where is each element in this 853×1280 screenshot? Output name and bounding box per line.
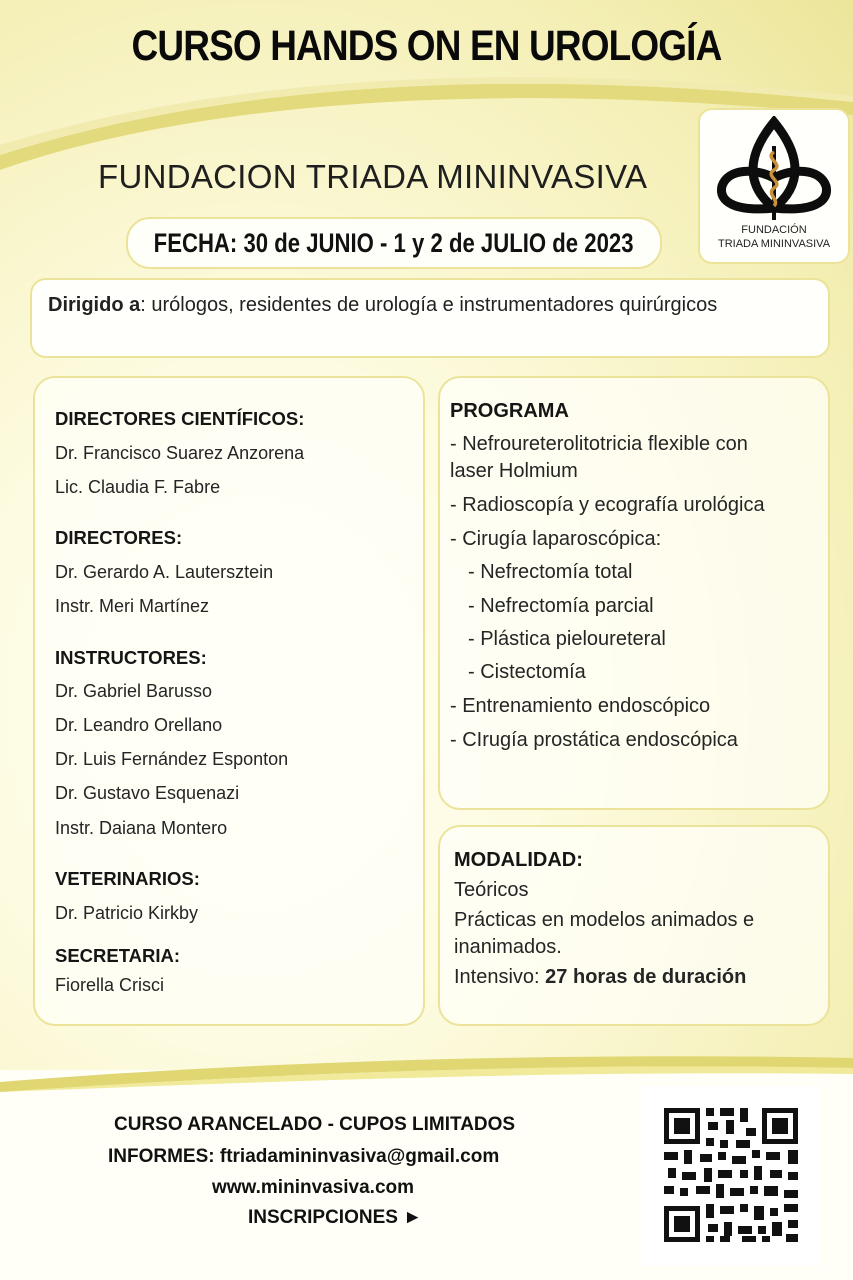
audience-box	[30, 278, 830, 358]
directors-heading: DIRECTORES:	[55, 527, 183, 548]
intensive-label: Intensivo:	[454, 966, 546, 988]
program-item: laser Holmium	[450, 460, 578, 482]
program-item: - Radioscopía y ecografía urológica	[450, 494, 765, 516]
staff-name: Dr. Gustavo Esquenazi	[55, 783, 240, 803]
date-badge	[126, 217, 662, 269]
program-subitem: - Nefrectomía total	[468, 561, 633, 583]
staff-name: Instr. Meri Martínez	[55, 596, 210, 616]
program-subitem: - Plástica pieloureteral	[468, 628, 666, 650]
qr-code[interactable]	[642, 1086, 820, 1266]
audience-text	[48, 292, 812, 319]
staff-name: Dr. Gerardo A. Lautersztein	[55, 562, 274, 582]
intensive-duration: 27 horas de duración	[545, 966, 747, 988]
footer-fee-note: CURSO ARANCELADO - CUPOS LIMITADOS	[114, 1114, 516, 1135]
logo-text-line2: TRIADA MININVASIVA	[717, 238, 831, 250]
program-item: - Nefroureterolitotricia flexible con	[450, 433, 748, 455]
triquetra-logo-icon	[716, 116, 832, 224]
scientific-directors-heading: DIRECTORES CIENTÍFICOS:	[55, 408, 305, 429]
program-subitem: - Cistectomía	[468, 661, 586, 683]
instructors-heading: INSTRUCTORES:	[55, 647, 207, 668]
intensive-line	[454, 966, 746, 989]
staff-panel	[33, 376, 425, 1026]
modality-panel	[438, 825, 830, 1026]
program-panel	[438, 376, 830, 810]
footer-contact: INFORMES: ftriadamininvasiva@gmail.com	[108, 1146, 500, 1167]
page-title: CURSO HANDS ON EN UROLOGÍA	[131, 22, 722, 70]
audience-label: Dirigido a	[48, 294, 141, 316]
staff-name: Dr. Luis Fernández Esponton	[55, 749, 289, 769]
audience-description: : urólogos, residentes de urología e instrumentadores quirúrgicos	[140, 294, 718, 316]
logo-text-line1: FUNDACIÓN	[741, 224, 807, 236]
program-item: - CIrugía prostática endoscópica	[450, 729, 738, 751]
modality-heading: MODALIDAD:	[454, 849, 583, 871]
staff-name: Dr. Patricio Kirkby	[55, 903, 199, 923]
staff-name: Dr. Francisco Suarez Anzorena	[55, 443, 305, 463]
staff-name: Instr. Daiana Montero	[55, 818, 228, 838]
qr-code-icon	[642, 1086, 820, 1266]
staff-name: Lic. Claudia F. Fabre	[55, 477, 221, 497]
modality-line: inanimados.	[454, 936, 562, 958]
program-item: - Entrenamiento endoscópico	[450, 695, 711, 717]
modality-line: Prácticas en modelos animados e	[454, 909, 755, 931]
secretary-heading: SECRETARIA:	[55, 945, 181, 966]
date-text: FECHA: 30 de JUNIO - 1 y 2 de JULIO de 2023	[154, 227, 634, 258]
program-item: - Cirugía laparoscópica:	[450, 528, 662, 550]
foundation-logo	[698, 108, 850, 264]
program-heading: PROGRAMA	[450, 400, 569, 422]
modality-line: Teóricos	[454, 879, 529, 901]
organization-name: FUNDACION TRIADA MININVASIVA	[98, 158, 648, 195]
footer-website: www.mininvasiva.com	[212, 1177, 415, 1198]
veterinarians-heading: VETERINARIOS:	[55, 868, 200, 889]
staff-name: Fiorella Crisci	[55, 975, 165, 995]
footer-registration: INSCRIPCIONES ►	[248, 1207, 422, 1228]
staff-name: Dr. Gabriel Barusso	[55, 681, 213, 701]
staff-name: Dr. Leandro Orellano	[55, 715, 223, 735]
program-subitem: - Nefrectomía parcial	[468, 595, 654, 617]
